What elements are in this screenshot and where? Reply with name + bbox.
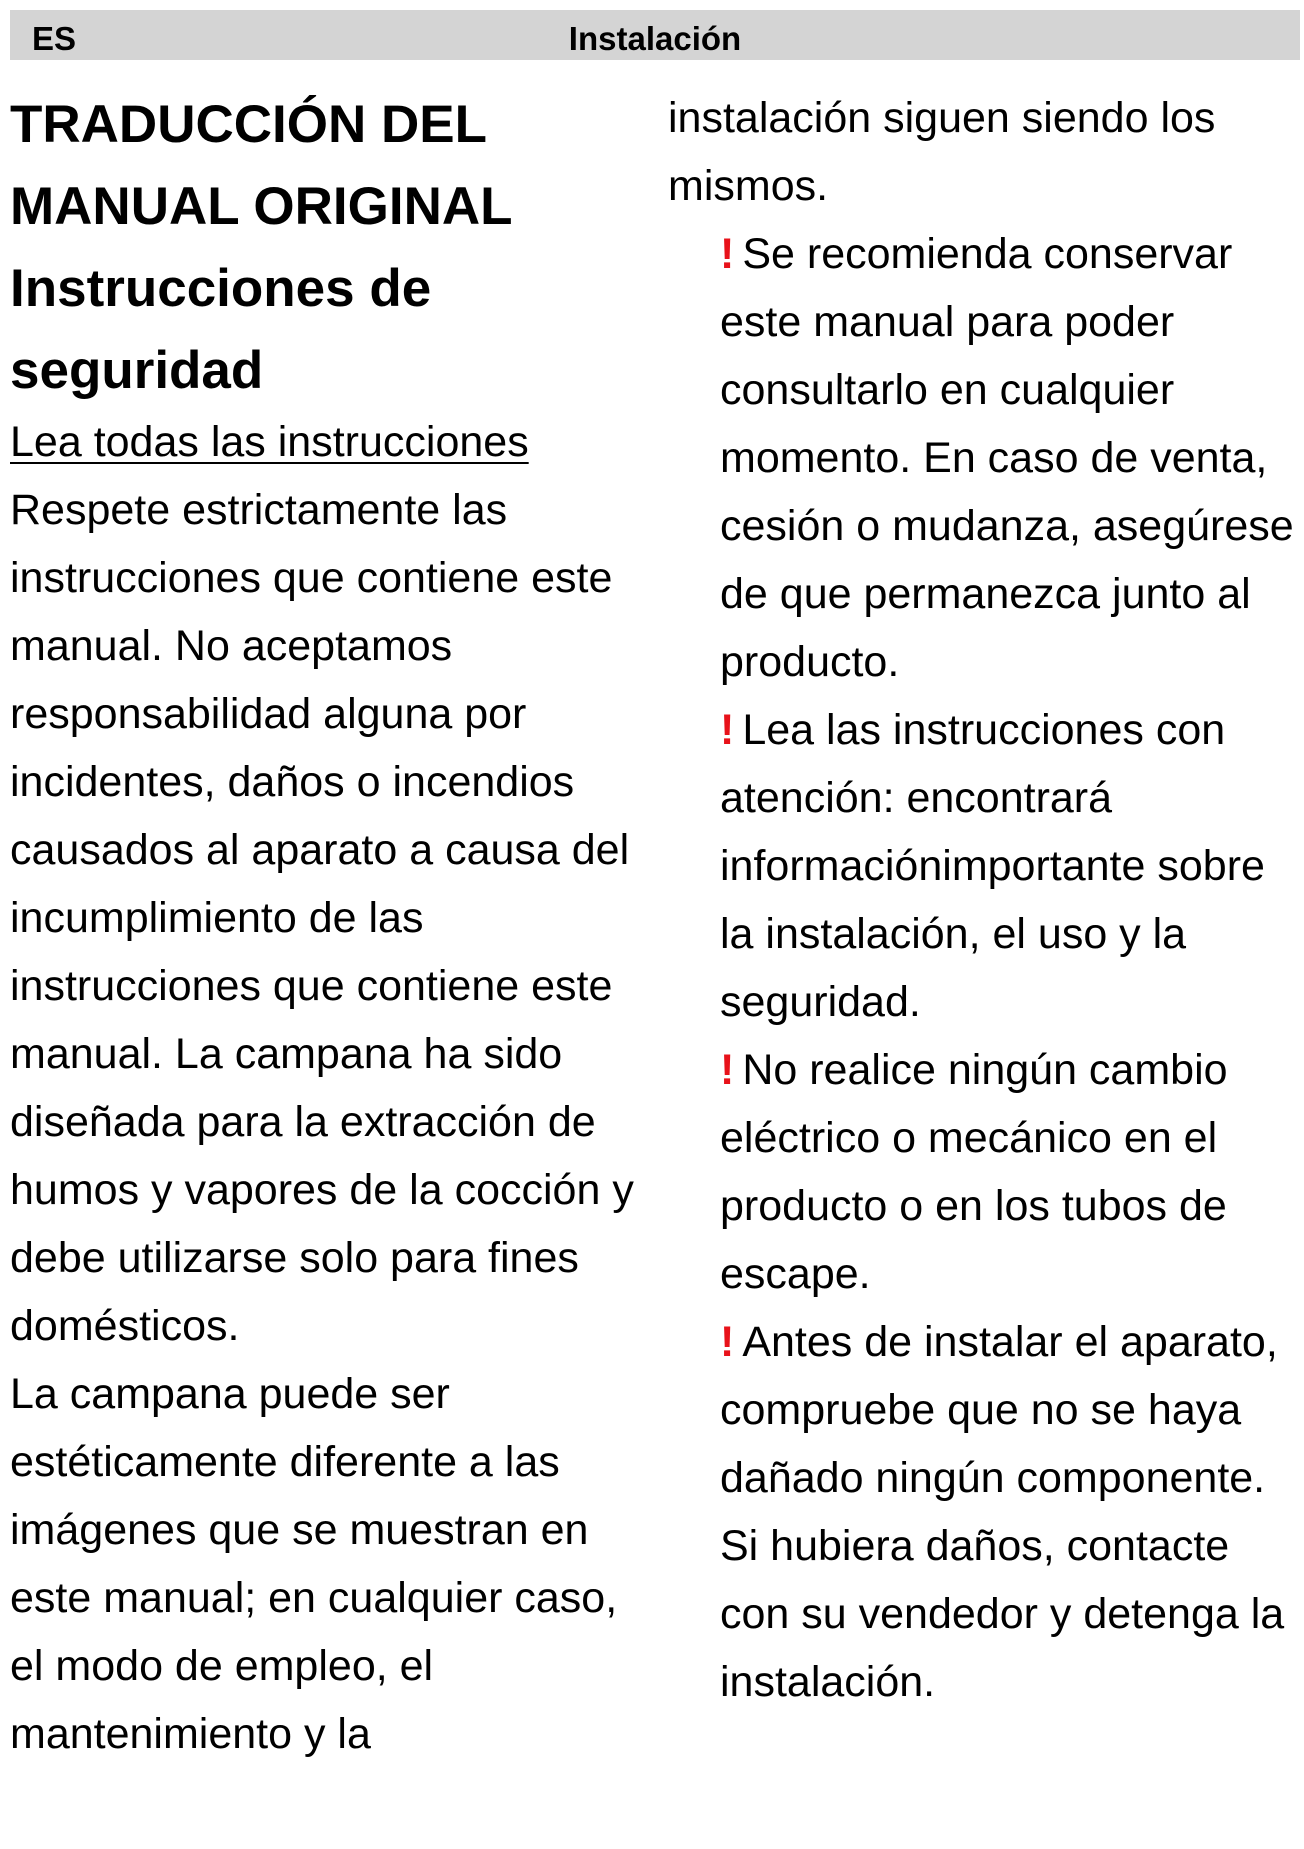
warning-exclamation-icon: !: [720, 1318, 735, 1366]
warning-note: [720, 1036, 1298, 1308]
right-column: [668, 84, 1298, 1716]
warning-note: [720, 696, 1298, 1036]
warning-note: [720, 220, 1298, 696]
warning-exclamation-icon: !: [720, 706, 735, 754]
section-heading: Instrucciones de seguridad: [10, 259, 432, 400]
language-code: ES: [32, 20, 77, 57]
paragraph-responsibility: Respete estrictamente las instrucciones que contiene este manual. No aceptamos responsabilidad alguna por incidentes, daños o incendios causados al aparato a causa del incumplimiento de las instrucciones que contiene este manual. La campana ha sido diseñada para la extracción de humos y vapores de la cocción y debe utilizarse solo para fines domésticos.: [10, 486, 634, 1350]
warning-note-text: Lea las instrucciones con atención: encontrará informaciónimportante sobre la instalación, el uso y la seguridad.: [720, 706, 1265, 1026]
warning-note-text: No realice ningún cambio eléctrico o mecánico en el producto o en los tubos de escape.: [720, 1046, 1228, 1298]
warning-exclamation-icon: !: [720, 230, 735, 278]
warning-exclamation-icon: !: [720, 1046, 735, 1094]
paragraph-appearance: La campana puede ser estéticamente diferente a las imágenes que se muestran en este manual; en cualquier caso, el modo de empleo, el mantenimiento y la: [10, 1370, 618, 1758]
section-title: Instalación: [568, 20, 742, 57]
lead-instruction: Lea todas las instrucciones: [10, 418, 529, 466]
page-header: [10, 10, 1300, 60]
warning-note: [720, 1308, 1298, 1716]
paragraph-continuation: instalación siguen siendo los mismos.: [668, 94, 1216, 210]
left-column: [10, 84, 660, 1768]
document-title: TRADUCCIÓN DEL MANUAL ORIGINAL: [10, 95, 513, 236]
warning-note-text: Se recomienda conservar este manual para poder consultarlo en cualquier momento. En caso de venta, cesión o mudanza, asegúrese de que permanezca junto al producto.: [720, 230, 1294, 686]
warning-note-text: Antes de instalar el aparato, compruebe que no se haya dañado ningún componente. Si hubiera daños, contacte con su vendedor y detenga la instalación.: [720, 1318, 1285, 1706]
